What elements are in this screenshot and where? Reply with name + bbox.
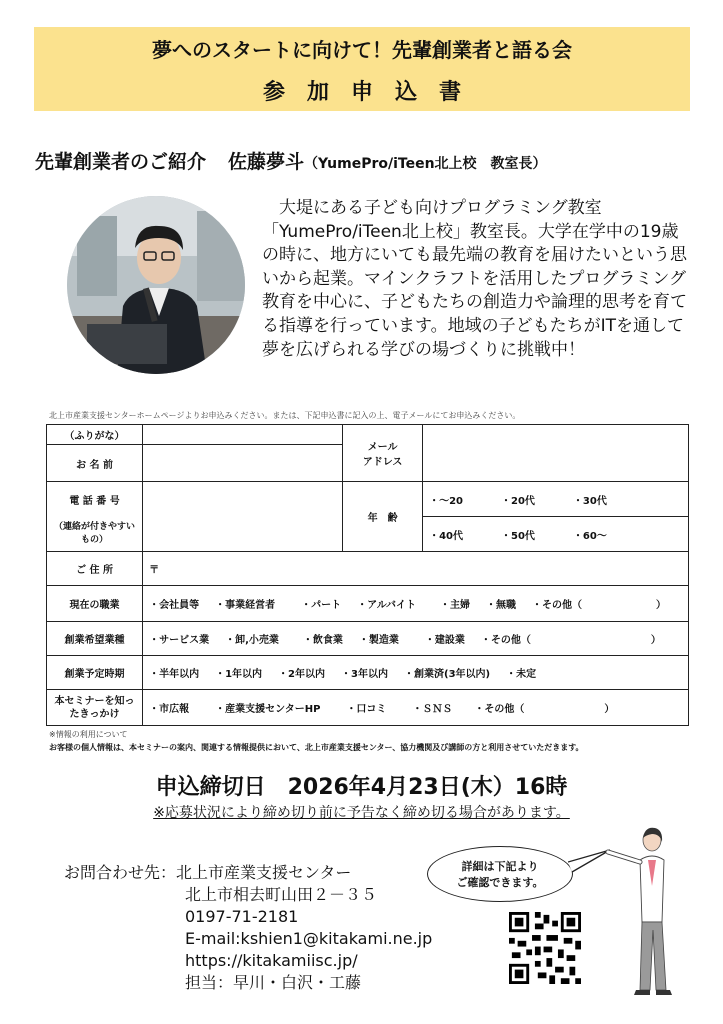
application-form [46, 424, 689, 726]
industry-options[interactable]: ・サービス業 ・卸,小売業 ・飲食業 ・製造業 ・建設業 ・その他（ ） [143, 622, 689, 656]
age-options-2[interactable]: ・40代 ・50代 ・60～ [423, 517, 689, 552]
occupation-label: 現在の職業 [47, 586, 143, 622]
age-options-1[interactable]: ・～20 ・20代 ・30代 [423, 482, 689, 517]
qr-code-icon[interactable] [509, 912, 581, 984]
contact-label: お問合わせ先：北上市産業支援センター [64, 863, 352, 882]
phone-field[interactable] [143, 482, 343, 552]
furigana-field[interactable] [143, 425, 343, 445]
intro-heading: 先輩創業者のご紹介 [35, 151, 207, 173]
contact-phone: 0197-71-2181 [185, 907, 299, 926]
contact-url[interactable]: https://kitakamiisc.jp/ [185, 951, 358, 970]
industry-label: 創業希望業種 [47, 622, 143, 656]
header-banner [34, 27, 690, 111]
privacy-heading: ※情報の利用について [49, 730, 128, 739]
occupation-options[interactable]: ・会社員等 ・事業経営者 ・パート ・アルバイト ・主婦 ・無職 ・その他（ ） [143, 586, 689, 622]
phone-note: （連絡が付きやすいもの） [47, 517, 143, 552]
email-field[interactable] [423, 425, 689, 482]
email-label: メール アドレス [343, 425, 423, 482]
contact-email[interactable]: E-mail:kshien1@kitakami.ne.jp [185, 929, 433, 948]
address-field[interactable]: 〒 [143, 552, 689, 586]
speaker-photo [67, 196, 245, 374]
speaker-name: 佐藤夢斗 [228, 151, 305, 173]
speaker-affiliation: （YumePro/iTeen北上校 教室長） [304, 156, 547, 172]
name-label: お 名 前 [47, 445, 143, 482]
deadline-note: ※応募状況により締め切り前に予告なく締め切る場合があります。 [153, 805, 570, 821]
contact-address: 北上市相去町山田２－３５ [185, 885, 378, 904]
contact-block [64, 862, 432, 994]
source-options[interactable]: ・市広報 ・産業支援センターHP ・口コミ ・ＳＮＳ ・その他（ ） [143, 690, 689, 726]
deadline: 申込締切日 2026年4月23日(木）16時 [155, 775, 568, 800]
phone-label: 電 話 番 号 [47, 482, 143, 517]
contact-staff: 担当：早川・白沢・工藤 [185, 973, 362, 992]
application-note: 北上市産業支援センターホームページよりお申込みください。または、下記申込書に記入の上、電子メールにてお申込みください。 [49, 411, 521, 420]
speech-bubble: 詳細は下記より ご確認できます。 [427, 846, 573, 902]
furigana-label: （ふりがな） [47, 425, 143, 445]
presenter-illustration-icon [600, 826, 690, 996]
name-field[interactable] [143, 445, 343, 482]
timing-options[interactable]: ・半年以内 ・1年以内 ・2年以内 ・3年以内 ・創業済(3年以内) ・未定 [143, 656, 689, 690]
event-title: 夢へのスタートに向けて！先輩創業者と語る会 [152, 38, 572, 62]
intro-heading-line [35, 147, 547, 174]
source-label: 本セミナーを知ったきっかけ [47, 690, 143, 726]
speaker-bio: 大堤にある子ども向けプログラミング教室「YumePro/iTeen北上校」教室長。大学在学中の19歳の時に、地方にいても最先端の教育を届けたいという思いから起業。マインクラフトを活用したプログラミング教育を中心に、子どもたちの創造力や論理的思考を育てる指導を行っています。地域の子どもたちがITを通して夢を広げられる学びの場づくりに挑戦中！ [262, 198, 687, 360]
timing-label: 創業予定時期 [47, 656, 143, 690]
age-label: 年 齢 [343, 482, 423, 552]
privacy-text: お客様の個人情報は、本セミナーの案内、関連する情報提供において、北上市産業支援センター、協力機関及び講師の方と利用させていただきます。 [49, 743, 584, 752]
form-title: 参加申込書 [262, 80, 483, 105]
address-label: ご 住 所 [47, 552, 143, 586]
